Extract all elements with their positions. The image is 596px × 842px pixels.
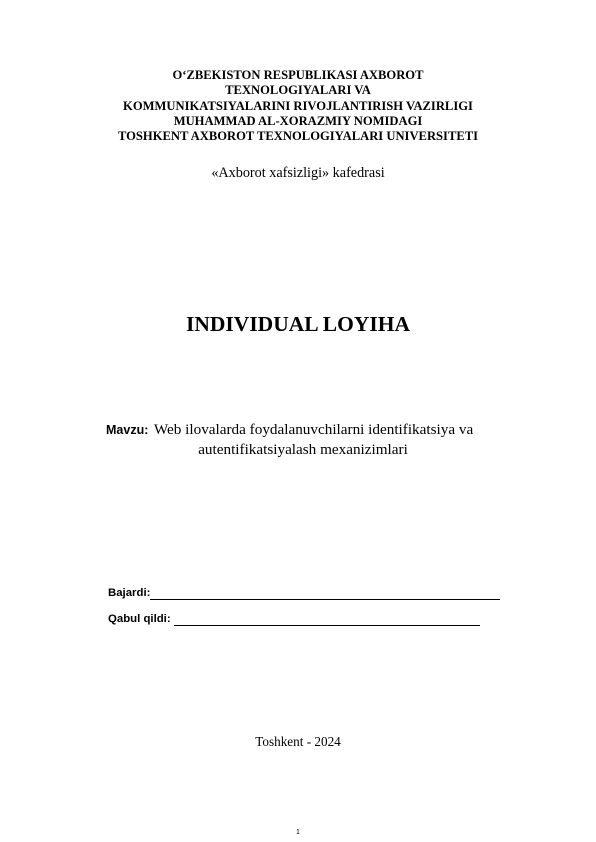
accepted-by-label: Qabul qildi: (108, 613, 171, 625)
header-line: TEXNOLOGIYALARI VA (225, 83, 371, 98)
topic-text-2: autentifikatsiyalash mexanizimlari (198, 441, 408, 458)
topic-block (98, 420, 508, 459)
signature-line (150, 588, 500, 600)
header-line: O‘ZBEKISTON RESPUBLIKASI AXBOROT (172, 68, 424, 82)
header-line: TOSHKENT AXBOROT TEXNOLOGIYALARI UNIVERSITETI (117, 129, 479, 144)
city-year: Toshkent - 2024 (255, 734, 341, 749)
ministry-header (60, 68, 536, 144)
header-line: MUHAMMAD AL-XORAZMIY NOMIDAGI (173, 113, 423, 128)
document-title: INDIVIDUAL LOYIHA (186, 312, 410, 336)
performed-by-field (108, 586, 500, 600)
page-number: 1 (296, 829, 300, 836)
signature-line (174, 614, 480, 626)
department-name: «Axborot xafsizligi» kafedrasi (211, 165, 385, 181)
performed-by-label: Bajardi: (108, 587, 151, 599)
accepted-by-field (108, 612, 480, 626)
topic-label: Mavzu: (106, 423, 149, 437)
topic-line-1 (98, 420, 508, 440)
header-line: KOMMUNIKATSIYALARINI RIVOJLANTIRISH VAZIRLIGI (123, 98, 473, 113)
topic-text-1: Web ilovalarda foydalanuvchilarni identifikatsiya va (153, 421, 474, 438)
